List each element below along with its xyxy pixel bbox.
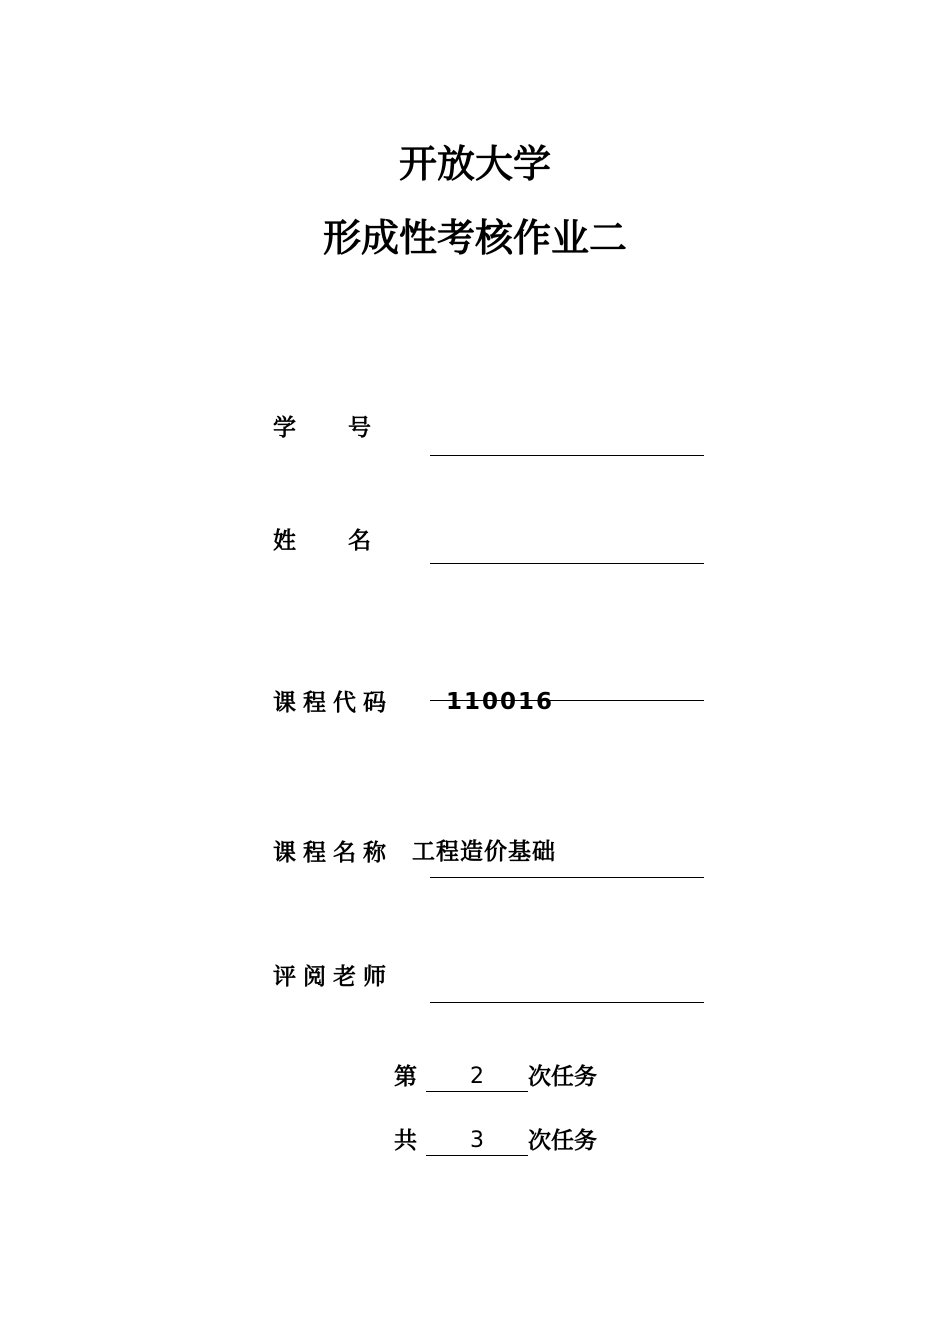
course-name-label: 课程名称 bbox=[273, 840, 393, 866]
course-name-value: 工程造价基础 bbox=[412, 839, 556, 865]
name-line bbox=[430, 563, 704, 564]
grader-label: 评阅老师 bbox=[273, 964, 393, 990]
name-label: 姓名 bbox=[273, 528, 423, 554]
course-code-label: 课程代码 bbox=[273, 690, 393, 716]
grader-line bbox=[430, 1002, 704, 1003]
current-task-prefix: 第 bbox=[394, 1064, 417, 1090]
student-id-label: 学号 bbox=[273, 415, 423, 441]
student-id-line bbox=[430, 455, 704, 456]
total-task-number: 3 bbox=[426, 1126, 528, 1156]
university-title: 开放大学 bbox=[398, 142, 551, 186]
current-task-number: 2 bbox=[426, 1062, 528, 1092]
course-name-line bbox=[430, 877, 704, 878]
total-task-suffix: 次任务 bbox=[528, 1128, 597, 1154]
total-task-prefix: 共 bbox=[394, 1128, 417, 1154]
current-task-suffix: 次任务 bbox=[528, 1064, 597, 1090]
course-code-value: 110016 bbox=[446, 689, 555, 715]
assignment-title: 形成性考核作业二 bbox=[322, 216, 627, 260]
